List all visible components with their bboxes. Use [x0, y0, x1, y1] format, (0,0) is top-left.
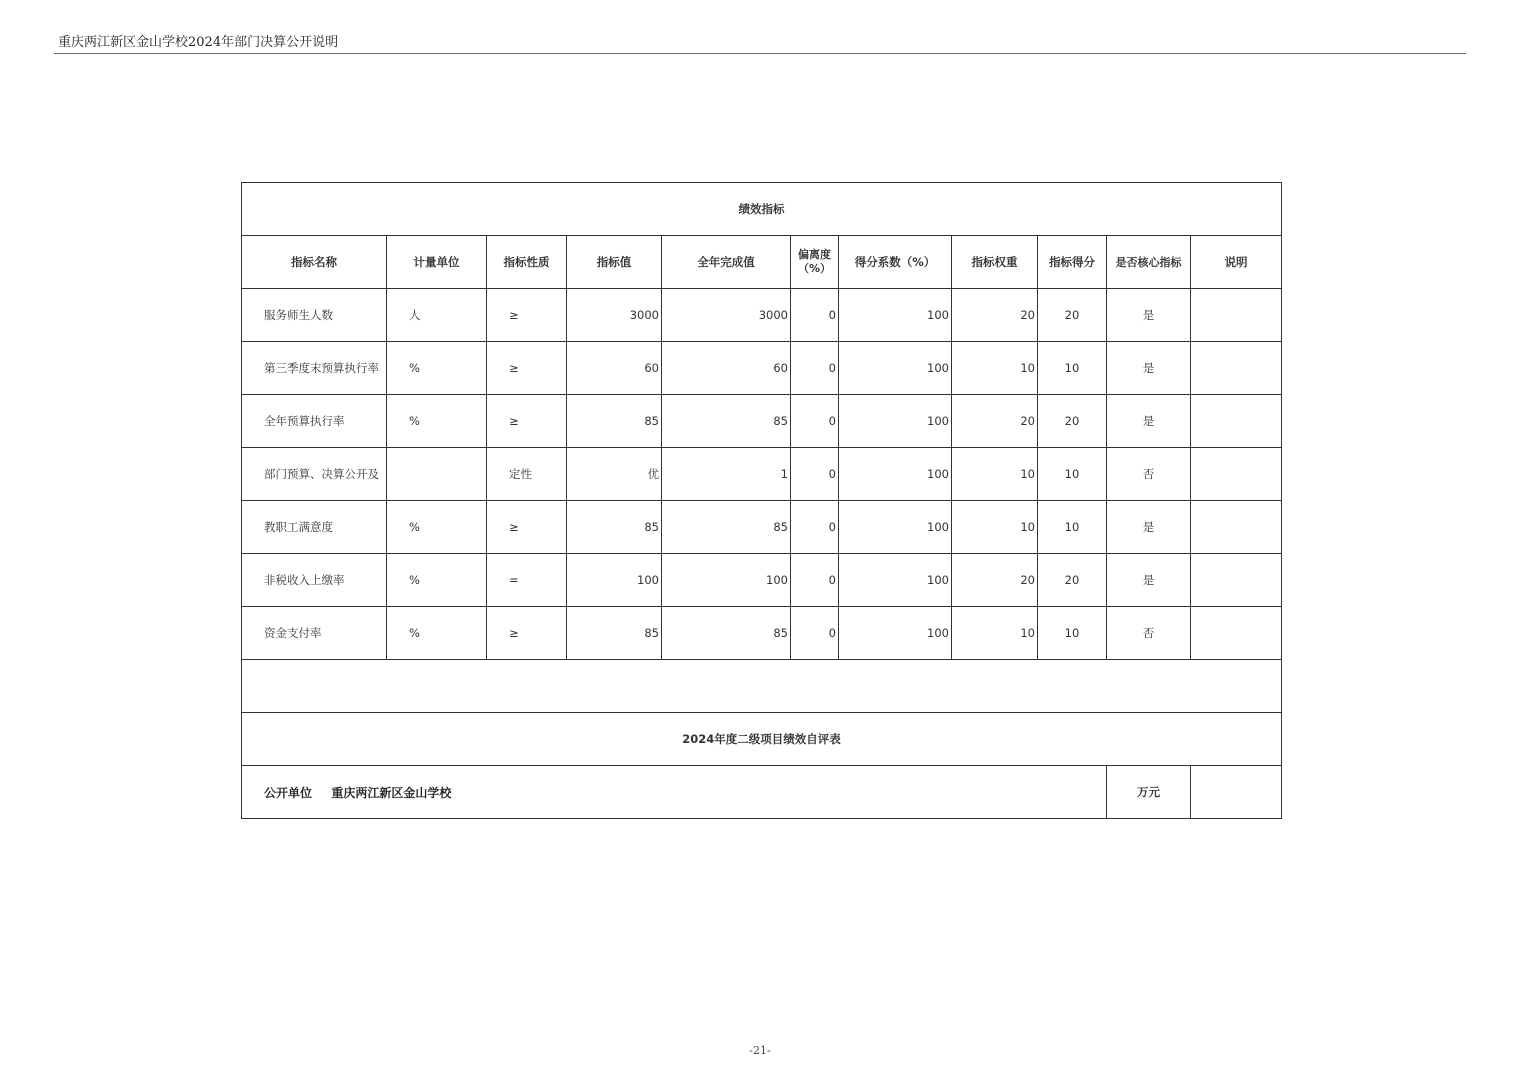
- row-name: 教职工满意度: [242, 501, 387, 554]
- row-unit: %: [387, 554, 487, 607]
- row-actual: 85: [662, 501, 791, 554]
- page-number: -21-: [749, 1044, 771, 1057]
- row-target: 优: [567, 448, 662, 501]
- row-actual: 60: [662, 342, 791, 395]
- blank-cell: [242, 660, 1282, 713]
- footer-unit-name: 重庆两江新区金山学校: [331, 785, 452, 800]
- row-core: 是: [1107, 554, 1191, 607]
- row-target: 3000: [567, 289, 662, 342]
- row-target: 85: [567, 501, 662, 554]
- row-deviation: 0: [791, 554, 839, 607]
- column-header: 指标值: [567, 236, 662, 289]
- table-row: [242, 501, 1282, 554]
- footer-currency: 万元: [1107, 766, 1191, 819]
- row-actual: 85: [662, 607, 791, 660]
- row-actual: 1: [662, 448, 791, 501]
- row-coefficient: 100: [839, 395, 952, 448]
- section-title: 绩效指标: [242, 183, 1282, 236]
- row-deviation: 0: [791, 448, 839, 501]
- row-note: [1191, 607, 1282, 660]
- row-coefficient: 100: [839, 448, 952, 501]
- row-score: 20: [1038, 554, 1107, 607]
- row-unit: [387, 448, 487, 501]
- row-nature: ≥: [487, 289, 567, 342]
- column-header: 指标权重: [952, 236, 1038, 289]
- footer-unit-cell: [242, 766, 1107, 819]
- row-actual: 3000: [662, 289, 791, 342]
- row-unit: %: [387, 395, 487, 448]
- row-weight: 20: [952, 395, 1038, 448]
- row-nature: ≥: [487, 501, 567, 554]
- row-weight: 10: [952, 501, 1038, 554]
- row-target: 85: [567, 395, 662, 448]
- column-header: 指标性质: [487, 236, 567, 289]
- column-header: 说明: [1191, 236, 1282, 289]
- row-core: 是: [1107, 342, 1191, 395]
- row-unit: 人: [387, 289, 487, 342]
- row-name: 资金支付率: [242, 607, 387, 660]
- row-note: [1191, 342, 1282, 395]
- row-target: 60: [567, 342, 662, 395]
- row-score: 20: [1038, 289, 1107, 342]
- row-target: 100: [567, 554, 662, 607]
- row-name: 第三季度末预算执行率: [242, 342, 387, 395]
- column-header: 偏离度（%）: [791, 236, 839, 289]
- row-note: [1191, 501, 1282, 554]
- main-title-row: [242, 713, 1282, 766]
- row-name: 全年预算执行率: [242, 395, 387, 448]
- table-row: [242, 448, 1282, 501]
- page-header-title: 重庆两江新区金山学校2024年部门决算公开说明: [58, 35, 339, 50]
- row-deviation: 0: [791, 395, 839, 448]
- row-note: [1191, 395, 1282, 448]
- row-score: 10: [1038, 342, 1107, 395]
- row-nature: 定性: [487, 448, 567, 501]
- section-title-row: [242, 183, 1282, 236]
- table-body: [242, 289, 1282, 660]
- column-header: 是否核心指标: [1107, 236, 1191, 289]
- row-target: 85: [567, 607, 662, 660]
- row-core: 否: [1107, 607, 1191, 660]
- header-rule: [54, 53, 1466, 54]
- row-weight: 10: [952, 607, 1038, 660]
- footer-row: [242, 766, 1282, 819]
- row-nature: ≥: [487, 342, 567, 395]
- row-score: 10: [1038, 448, 1107, 501]
- row-weight: 10: [952, 448, 1038, 501]
- row-coefficient: 100: [839, 289, 952, 342]
- row-unit: %: [387, 342, 487, 395]
- column-header-row: [242, 236, 1282, 289]
- row-coefficient: 100: [839, 554, 952, 607]
- table-row: [242, 607, 1282, 660]
- table-row: [242, 342, 1282, 395]
- table-row: [242, 395, 1282, 448]
- row-unit: %: [387, 501, 487, 554]
- main-title: 2024年度二级项目绩效自评表: [242, 713, 1282, 766]
- row-core: 是: [1107, 289, 1191, 342]
- row-core: 是: [1107, 395, 1191, 448]
- column-header: 全年完成值: [662, 236, 791, 289]
- row-nature: ≥: [487, 607, 567, 660]
- row-note: [1191, 554, 1282, 607]
- table-row: [242, 289, 1282, 342]
- row-note: [1191, 448, 1282, 501]
- row-name: 服务师生人数: [242, 289, 387, 342]
- row-name: 部门预算、决算公开及: [242, 448, 387, 501]
- row-weight: 20: [952, 554, 1038, 607]
- table-row: [242, 554, 1282, 607]
- row-weight: 20: [952, 289, 1038, 342]
- column-header: 计量单位: [387, 236, 487, 289]
- footer-unit-label: 公开单位: [264, 785, 313, 800]
- row-name: 非税收入上缴率: [242, 554, 387, 607]
- row-deviation: 0: [791, 501, 839, 554]
- row-coefficient: 100: [839, 607, 952, 660]
- row-coefficient: 100: [839, 501, 952, 554]
- row-score: 10: [1038, 607, 1107, 660]
- blank-row: [242, 660, 1282, 713]
- row-note: [1191, 289, 1282, 342]
- row-deviation: 0: [791, 607, 839, 660]
- row-actual: 100: [662, 554, 791, 607]
- row-score: 10: [1038, 501, 1107, 554]
- row-coefficient: 100: [839, 342, 952, 395]
- row-deviation: 0: [791, 342, 839, 395]
- column-header: 得分系数（%）: [839, 236, 952, 289]
- row-nature: ≥: [487, 395, 567, 448]
- column-header: 指标名称: [242, 236, 387, 289]
- column-header: 指标得分: [1038, 236, 1107, 289]
- row-deviation: 0: [791, 289, 839, 342]
- row-core: 是: [1107, 501, 1191, 554]
- row-unit: %: [387, 607, 487, 660]
- row-nature: =: [487, 554, 567, 607]
- performance-table: [241, 182, 1282, 819]
- row-weight: 10: [952, 342, 1038, 395]
- footer-empty-cell: [1191, 766, 1282, 819]
- row-actual: 85: [662, 395, 791, 448]
- row-core: 否: [1107, 448, 1191, 501]
- row-score: 20: [1038, 395, 1107, 448]
